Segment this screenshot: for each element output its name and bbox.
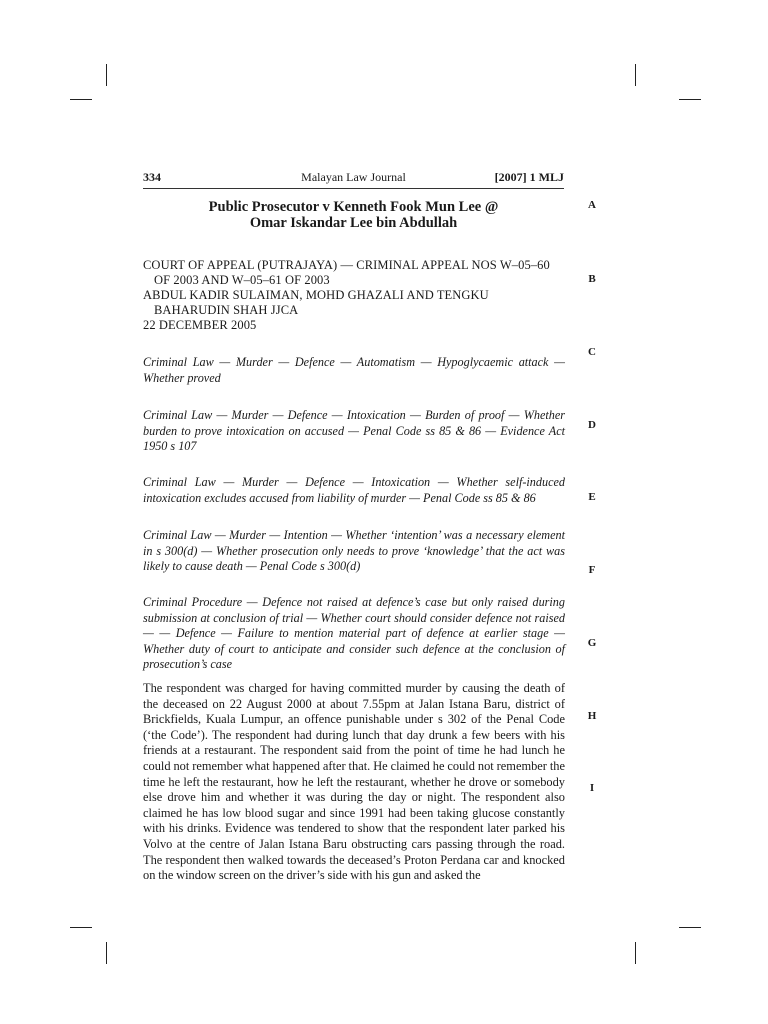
margin-letter-e: E	[588, 491, 596, 503]
judges-line-1: ABDUL KADIR SULAIMAN, MOHD GHAZALI AND TENGKU	[143, 288, 489, 302]
court-info	[143, 258, 568, 333]
margin-letter-h: H	[587, 710, 597, 722]
crop-mark-top-left-horizontal	[70, 99, 92, 100]
margin-letter-b: B	[588, 273, 596, 285]
margin-letter-f: F	[588, 564, 596, 576]
margin-letter-i: I	[589, 782, 595, 794]
decision-date: 22 DECEMBER 2005	[143, 318, 257, 332]
crop-mark-bottom-left-horizontal	[70, 927, 92, 928]
case-title	[143, 199, 564, 231]
running-header	[143, 168, 564, 189]
body-paragraph: The respondent was charged for having committed murder by causing the death of the deceased on 22 August 2000 at about 7.55pm at Jalan Istana Baru, district of Brickfields, Kuala Lumpur, an offence punishable under s 302 of the Penal Code (‘the Code’). The respondent had during lunch that day drunk a few beers with his friends at a restaurant. The respondent said from the point of time he had lunch he could not remember what happened after that. He claimed he could not remember the time he left the restaurant, how he left the restaurant, whether he drove or somebody else drove him and whether it was during the day or night. The respondent also claimed he has low blood sugar and since 1991 had been taking glucose constantly with his drinks. Evidence was tendered to show that the respondent later parked his Volvo at the centre of Jalan Istana Baru obstructing cars passing through the road. The respondent then walked towards the deceased’s Proton Perdana car and knocked on the window screen on the driver’s side with his gun and asked the	[143, 681, 565, 883]
case-title-line-2: Omar Iskandar Lee bin Abdullah	[249, 215, 458, 231]
margin-letter-c: C	[588, 346, 596, 358]
journal-name: Malayan Law Journal	[301, 170, 406, 184]
crop-mark-top-right-horizontal	[679, 99, 701, 100]
catchword-4: Criminal Law — Murder — Intention — Whether ‘intention’ was a necessary element in s 300(d) — Whether prosecution only needs to prove ‘knowledge’ that the act was likely to cause death — Penal Code s 300(d)	[143, 528, 565, 573]
court-info-line-2: OF 2003 AND W–05–61 OF 2003	[154, 273, 330, 287]
citation: [2007] 1 MLJ	[494, 170, 564, 184]
margin-letter-g: G	[587, 637, 597, 649]
crop-mark-top-left-vertical	[106, 64, 107, 86]
catchword-5: Criminal Procedure — Defence not raised at defence’s case but only raised during submission at conclusion of trial — Whether court should consider defence not raised — — Defence — Failure to mention material part of defence at earlier stage — Whether duty of court to anticipate and consider such defence at the conclusion of prosecution’s case	[143, 595, 565, 671]
crop-mark-bottom-right-vertical	[635, 942, 636, 964]
court-info-line-1: COURT OF APPEAL (PUTRAJAYA) — CRIMINAL APPEAL NOS W–05–60	[143, 258, 550, 272]
catchword-3: Criminal Law — Murder — Defence — Intoxication — Whether self-induced intoxication excludes accused from liability of murder — Penal Code ss 85 & 86	[143, 475, 565, 505]
crop-mark-top-right-vertical	[635, 64, 636, 86]
margin-letter-d: D	[588, 419, 596, 431]
crop-mark-bottom-left-vertical	[106, 942, 107, 964]
catchword-1: Criminal Law — Murder — Defence — Automatism — Hypoglycaemic attack — Whether proved	[143, 355, 565, 385]
page-number: 334	[143, 170, 161, 184]
margin-letter-a: A	[588, 199, 596, 211]
judges-line-2: BAHARUDIN SHAH JJCA	[154, 303, 299, 317]
catchword-2: Criminal Law — Murder — Defence — Intoxication — Burden of proof — Whether burden to prove intoxication on accused — Penal Code ss 85 & 86 — Evidence Act 1950 s 107	[143, 408, 565, 453]
crop-mark-bottom-right-horizontal	[679, 927, 701, 928]
case-title-line-1: Public Prosecutor v Kenneth Fook Mun Lee @	[208, 199, 499, 215]
